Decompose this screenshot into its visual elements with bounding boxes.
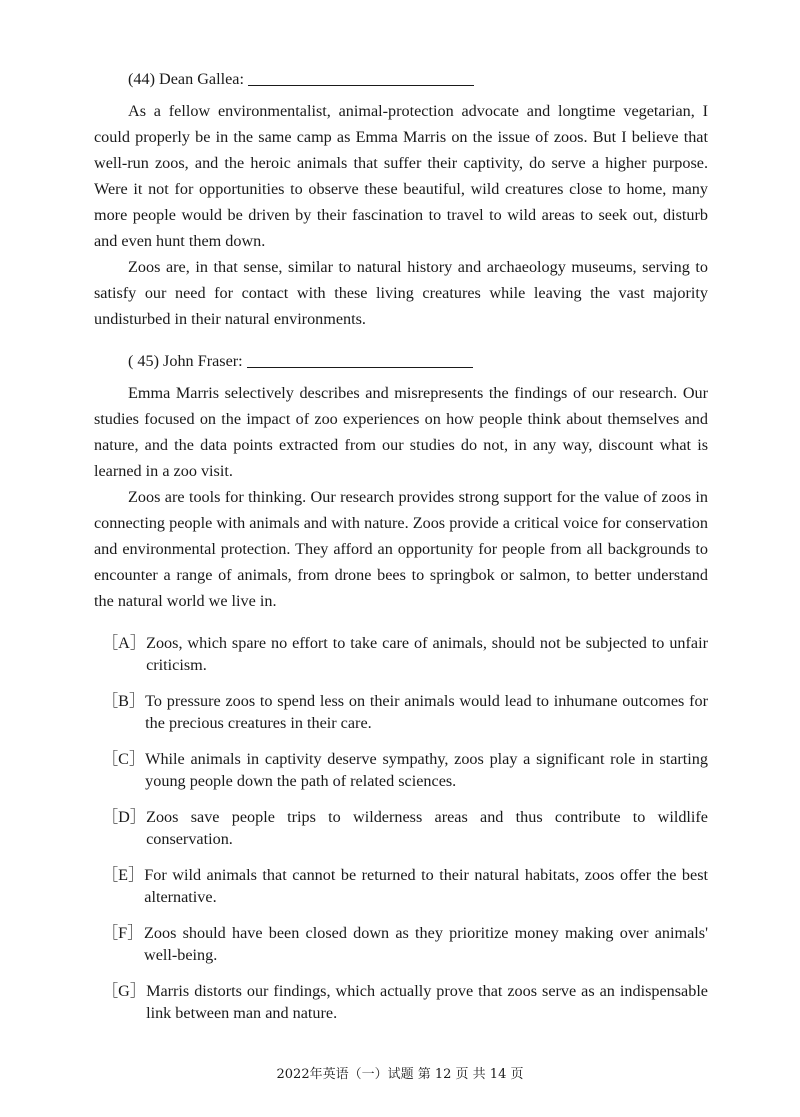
option-text: For wild animals that cannot be returned to their natural habitats, zoos offer the best alternative.: [144, 866, 708, 906]
option-g: [102, 980, 708, 1024]
option-f: [102, 922, 708, 966]
option-text: Zoos save people trips to wilderness areas and thus contribute to wildlife conservation.: [146, 808, 708, 848]
option-a: [102, 632, 708, 676]
option-b: [102, 690, 708, 734]
option-text: Zoos should have been closed down as they prioritize money making over animals' well-being.: [144, 924, 708, 964]
option-label: ［C］: [102, 750, 146, 768]
answer-blank: [248, 85, 474, 86]
exam-page: [94, 64, 708, 1038]
option-label: ［D］: [102, 808, 147, 826]
paragraph: Emma Marris selectively describes and misrepresents the findings of our research. Our studies focused on the impact of zoo experiences on how people think about themselves and nature, and the data points extracted from our studies do not, in any way, discount what is learned in a zoo visit.: [94, 384, 708, 480]
option-label: ［G］: [102, 982, 147, 1000]
section-45: [94, 346, 708, 614]
section-44: [94, 64, 708, 332]
paragraph: Zoos are, in that sense, similar to natural history and archaeology museums, serving to satisfy our need for contact with these living creatures while leaving the vast majority undisturbed in their natural environments.: [94, 258, 708, 328]
answer-blank: [247, 367, 473, 368]
option-text: Marris distorts our findings, which actually prove that zoos serve as an indispensable link between man and nature.: [146, 982, 708, 1022]
option-text: While animals in captivity deserve sympathy, zoos play a significant role in starting young people down the path of related sciences.: [145, 750, 708, 790]
page-footer: 2022年英语（一）试题 第 12 页 共 14 页: [276, 1067, 524, 1082]
paragraph: Zoos are tools for thinking. Our research provides strong support for the value of zoos in connecting people with animals and with nature. Zoos provide a critical voice for conservation and environmental protection. They afford an opportunity for people from all backgrounds to encounter a range of animals, from drone bees to springbok or salmon, to better understand the natural world we live in.: [94, 488, 708, 610]
option-label: ［A］: [102, 634, 147, 652]
option-e: [102, 864, 708, 908]
option-d: [102, 806, 708, 850]
option-label: ［B］: [102, 692, 146, 710]
section-heading: ( 45) John Fraser:: [94, 346, 708, 376]
option-label: ［F］: [102, 924, 144, 942]
option-text: Zoos, which spare no effort to take care of animals, should not be subjected to unfair criticism.: [146, 634, 708, 674]
option-c: [102, 748, 708, 792]
paragraph: As a fellow environmentalist, animal-protection advocate and longtime vegetarian, I could properly be in the same camp as Emma Marris on the issue of zoos. But I believe that well-run zoos, and the heroic animals that suffer their captivity, do serve a higher purpose. Were it not for opportunities to observe these beautiful, wild creatures close to home, many more people would be driven by their fascination to travel to wild areas to seek out, disturb and even hunt them down.: [94, 102, 708, 250]
section-heading: (44) Dean Gallea:: [94, 64, 708, 94]
option-text: To pressure zoos to spend less on their animals would lead to inhumane outcomes for the precious creatures in their care.: [145, 692, 708, 732]
option-list: [94, 632, 708, 1024]
option-label: ［E］: [102, 866, 145, 884]
